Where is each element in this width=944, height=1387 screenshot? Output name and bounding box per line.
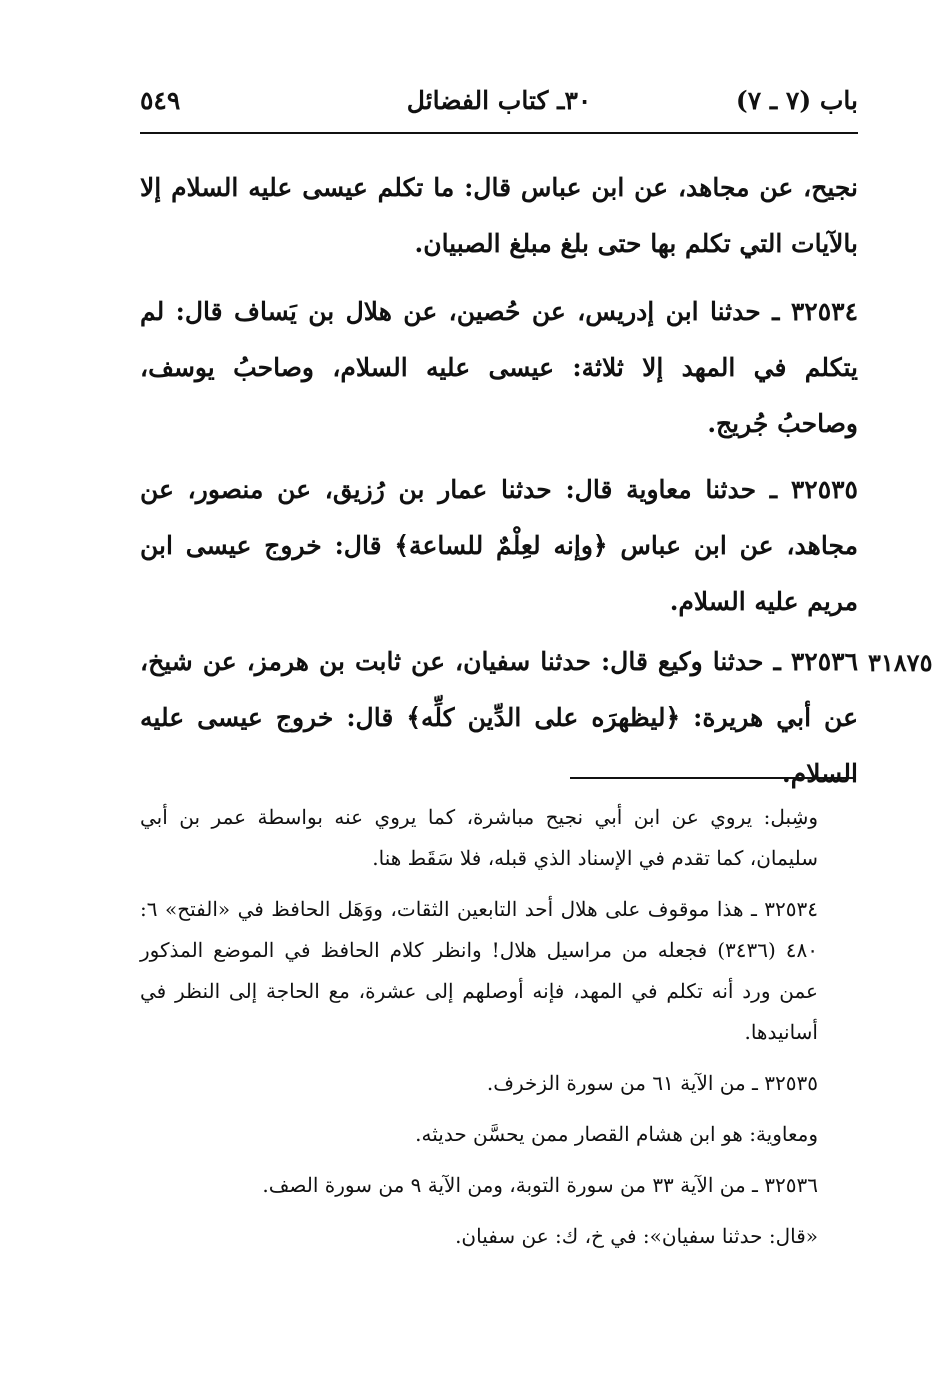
footnote-separator	[570, 777, 855, 779]
footnote-muawiya: ومعاوية: هو ابن هشام القصار ممن يحسَّن حديثه.	[415, 1122, 818, 1146]
margin-cross-reference-number: ٣١٨٧٥	[868, 648, 933, 677]
footnote-32534: ٣٢٥٣٤ ـ هذا موقوف على هلال أحد التابعين الثقات، ووَهَل الحافظ في «الفتح» ٦: ٤٨٠ (٣٤٣٦) فجعله من مراسيل هلال! وانظر كلام الحافظ في الموضع المذكور عمن ورد أنه تكلم في المهد، فإنه أوصلهم إلى عشرة، مع الحاجة إلى النظر في أسانيدها.	[140, 897, 818, 1044]
footnote-32536: ٣٢٥٣٦ ـ من الآية ٣٣ من سورة التوبة، ومن الآية ٩ من سورة الصف.	[262, 1173, 818, 1197]
footnotes	[140, 797, 858, 1257]
footnote-shibl: وشِبل: يروي عن ابن أبي نجيح مباشرة، كما يروي عنه بواسطة عمر بن أبي سليمان، كما تقدم في الإسناد الذي قبله، فلا سَقَط هنا.	[140, 805, 818, 870]
hadith-text: ـ حدثنا وكيع قال: حدثنا سفيان، عن ثابت بن هرمز، عن شيخ، عن أبي هريرة: ﴿ليظهرَه على الدِّين كلِّه﴾ قال: خروج عيسى عليه السلام.	[140, 647, 858, 788]
footnote-qala: «قال: حدثنا سفيان»: في خ، ك: عن سفيان.	[455, 1224, 818, 1248]
paragraph-text: نجيح، عن مجاهد، عن ابن عباس قال: ما تكلم عيسى عليه السلام إلا بالآيات التي تكلم بها حتى بلغ مبلغ الصبيان.	[140, 173, 858, 258]
hadith-number: ٣٢٥٣٦	[790, 647, 858, 676]
hadith-number: ٣٢٥٣٤	[790, 297, 858, 326]
header-rule	[140, 132, 858, 134]
footnote-32535: ٣٢٥٣٥ ـ من الآية ٦١ من سورة الزخرف.	[486, 1071, 818, 1095]
hadith-number: ٣٢٥٣٥	[790, 475, 858, 504]
page-number: ٥٤٩	[140, 86, 181, 115]
hadith-text: ـ حدثنا ابن إدريس، عن حُصين، عن هلال بن يَساف قال: لم يتكلم في المهد إلا ثلاثة: عيسى عليه السلام، وصاحبُ يوسف، وصاحبُ جُريج.	[140, 297, 858, 438]
hadith-continuation	[140, 160, 858, 272]
book-title: ٣٠ـ كتاب الفضائل	[406, 86, 592, 115]
page-header	[140, 86, 858, 126]
hadith-text: ـ حدثنا معاوية قال: حدثنا عمار بن رُزيق، عن منصور، عن مجاهد، عن ابن عباس ﴿وإنه لعِلْمٌ للساعة﴾ قال: خروج عيسى ابن مريم عليه السلام.	[140, 475, 858, 616]
hadith-32534	[140, 284, 858, 452]
hadith-32535	[140, 462, 858, 630]
chapter-reference: باب (٧ ـ ٧)	[735, 86, 858, 115]
